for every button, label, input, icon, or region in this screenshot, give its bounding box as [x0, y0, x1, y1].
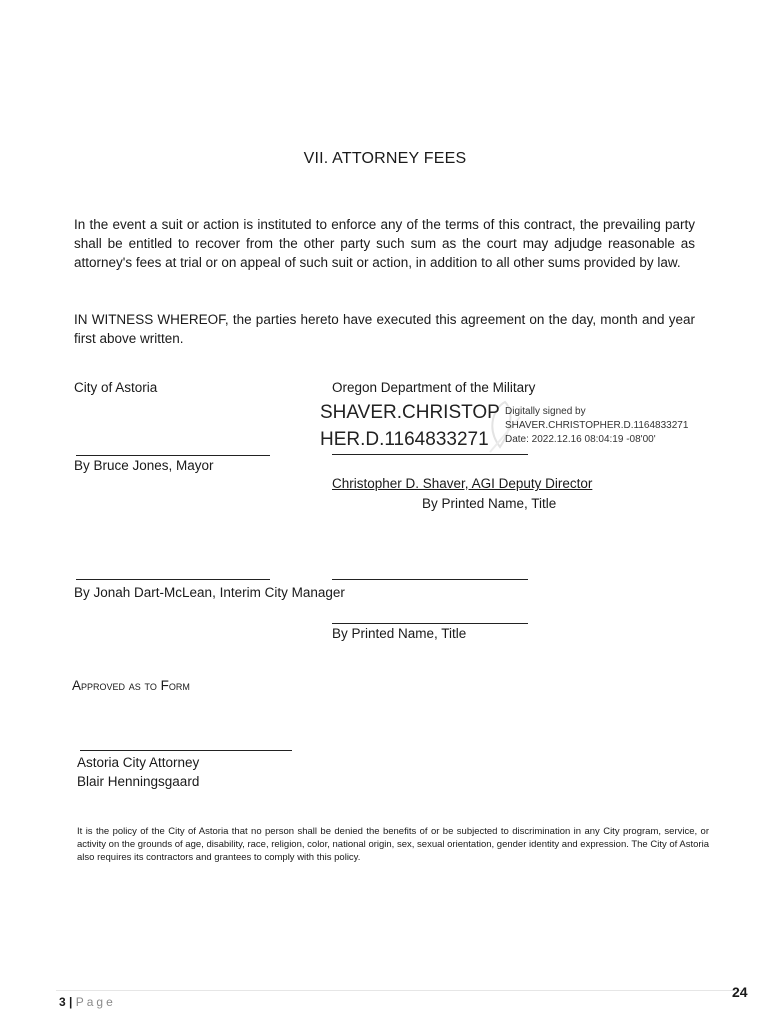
- footer-page-label: Page: [75, 995, 116, 1009]
- attorney-name-label: Blair Henningsgaard: [77, 774, 200, 789]
- section-heading: VII. ATTORNEY FEES: [303, 150, 467, 167]
- attorney-signature-line: [80, 750, 292, 751]
- signature-name-line1: SHAVER.CHRISTOP: [320, 402, 500, 423]
- city-of-astoria-label: City of Astoria: [74, 380, 158, 395]
- signature-name-line2: HER.D.1164833271: [320, 429, 489, 450]
- witness-paragraph: IN WITNESS WHEREOF, the parties hereto have executed this agreement on the day, month and year first above written.: [74, 312, 695, 346]
- mayor-signer-label: By Bruce Jones, Mayor: [74, 458, 214, 473]
- signed-by-label: Digitally signed by: [505, 406, 586, 417]
- footer-page-number: 3: [59, 995, 66, 1009]
- page-footer: [59, 995, 116, 1009]
- mayor-signature-line: [76, 455, 270, 456]
- signed-by-value: SHAVER.CHRISTOPHER.D.1164833271: [505, 420, 689, 431]
- city-manager-signer-label: By Jonah Dart-McLean, Interim City Manager: [74, 585, 345, 600]
- approved-as-to-form-label: Approved as to Form: [72, 678, 190, 693]
- second-military-signature-line: [332, 579, 528, 580]
- document-stamp-number: 24: [732, 984, 748, 1000]
- printed-name-line: [332, 623, 528, 624]
- attorney-fees-paragraph: In the event a suit or action is instituted to enforce any of the terms of this contract, the prevailing party shall be entitled to recover from the other party such sum as the court may adjudge reasonable as attorney's fees at trial or on appeal of such suit or action, in addition to all other sums provided by law.: [74, 217, 695, 270]
- printed-name-caption-2: By Printed Name, Title: [332, 626, 467, 641]
- printed-name-caption-1: By Printed Name, Title: [422, 496, 557, 511]
- footer-separator: |: [69, 995, 73, 1009]
- digital-signature-block: [320, 399, 500, 453]
- non-discrimination-policy: It is the policy of the City of Astoria that no person shall be denied the benefits of or be subjected to discrimination in any City program, service, or activity on the grounds of age, disability, race, religion, color, national origin, sex, sexual orientation, gender identity and expression. The City of Astoria also requires its contractors and grantees to comply with this policy.: [77, 826, 709, 863]
- military-department-label: Oregon Department of the Military: [332, 380, 536, 395]
- military-signature-line: [332, 454, 528, 455]
- printed-name-title: Christopher D. Shaver, AGI Deputy Director: [332, 476, 593, 491]
- signed-date: Date: 2022.12.16 08:04:19 -08'00': [505, 434, 656, 445]
- attorney-title-label: Astoria City Attorney: [77, 755, 200, 770]
- city-manager-signature-line: [76, 579, 270, 580]
- footer-divider: [56, 990, 746, 991]
